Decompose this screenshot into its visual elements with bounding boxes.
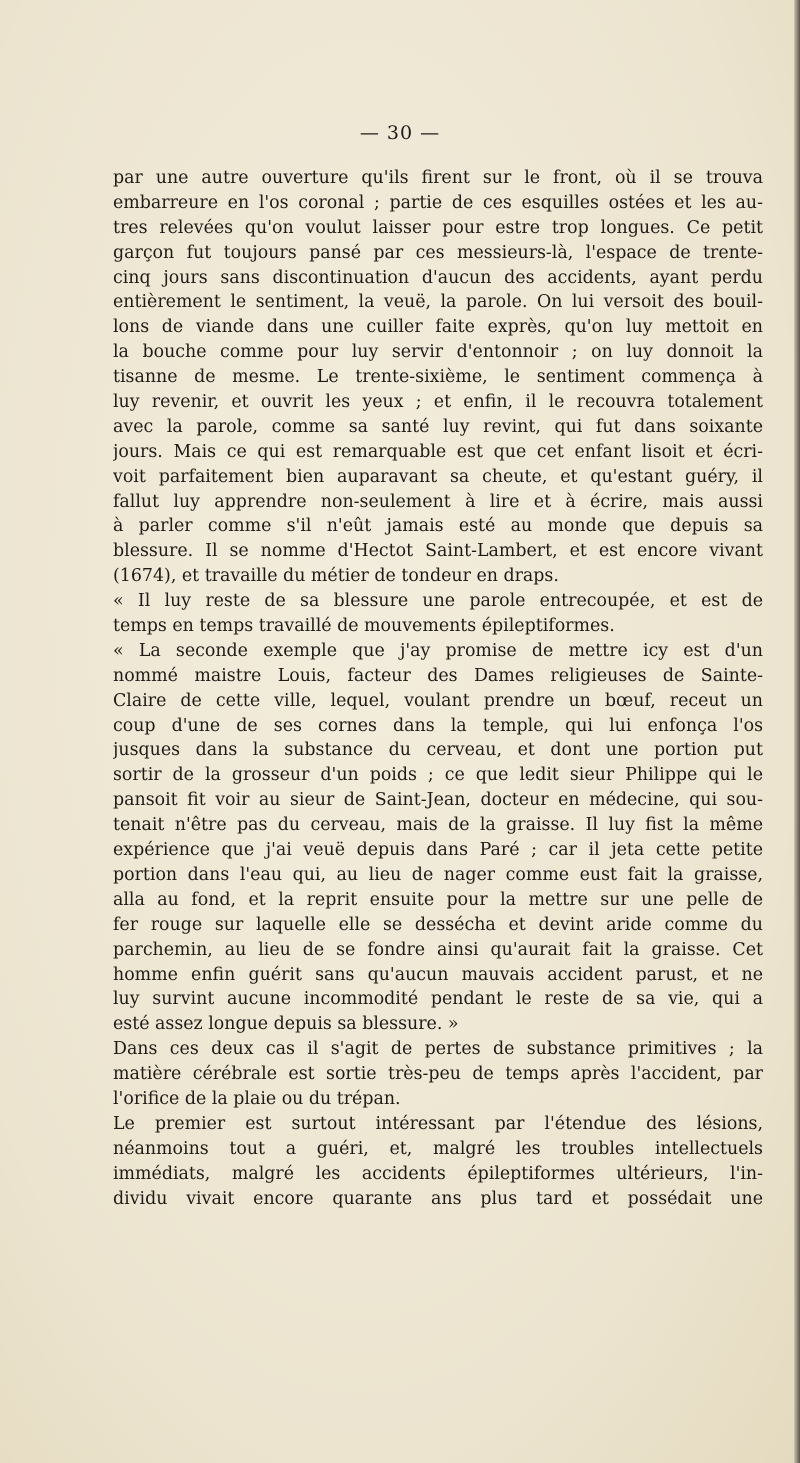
page-edge-shadow [794, 0, 800, 1463]
text-line: coup d'une de ses cornes dans la temple, qui lui enfonça l'os [113, 715, 763, 736]
text-block [113, 166, 763, 1211]
text-line: portion dans l'eau qui, au lieu de nager comme eust fait la graisse, [113, 864, 763, 885]
text-line: homme enfin guérit sans qu'aucun mauvais accident parust, et ne [113, 964, 763, 985]
text-line: dividu vivait encore quarante ans plus tard et possédait une [113, 1188, 763, 1209]
text-line: voit parfaitement bien auparavant sa cheute, et qu'estant guéry, il [113, 466, 763, 487]
text-line: « Il luy reste de sa blessure une parole entrecoupée, et est de [113, 591, 763, 612]
text-line: lons de viande dans une cuiller faite exprès, qu'on luy mettoit en [113, 317, 763, 338]
text-line: jours. Mais ce qui est remarquable est que cet enfant lisoit et écri- [113, 441, 763, 462]
text-line: expérience que j'ai veuë depuis dans Paré ; car il jeta cette petite [113, 840, 763, 861]
text-line: luy revenir, et ouvrit les yeux ; et enfin, il le recouvra totalement [113, 392, 763, 413]
text-line: immédiats, malgré les accidents épileptiformes ultérieurs, l'in- [113, 1163, 763, 1184]
text-line: garçon fut toujours pansé par ces messieurs-là, l'espace de trente- [113, 242, 763, 263]
text-line: alla au fond, et la reprit ensuite pour la mettre sur une pelle de [113, 889, 763, 910]
text-line: Dans ces deux cas il s'agit de pertes de substance primitives ; la [113, 1039, 763, 1060]
text-line: l'orifice de la plaie ou du trépan. [113, 1088, 401, 1109]
text-line: jusques dans la substance du cerveau, et dont une portion put [113, 740, 763, 761]
text-line: (1674), et travaille du métier de tondeur en draps. [113, 566, 559, 587]
text-line: Claire de cette ville, lequel, voulant prendre un bœuf, receut un [113, 690, 763, 711]
text-line: matière cérébrale est sortie très-peu de temps après l'accident, par [113, 1064, 763, 1085]
text-line: cinq jours sans discontinuation d'aucun des accidents, ayant perdu [113, 267, 763, 288]
text-line: sortir de la grosseur d'un poids ; ce que ledit sieur Philippe qui le [113, 765, 763, 786]
text-line: pansoit fit voir au sieur de Saint-Jean, docteur en médecine, qui sou- [113, 790, 763, 811]
text-line: néanmoins tout a guéri, et, malgré les troubles intellectuels [113, 1138, 763, 1159]
text-line: embarreure en l'os coronal ; partie de ces esquilles ostées et les au- [113, 192, 763, 213]
text-line: à parler comme s'il n'eût jamais esté au monde que depuis sa [113, 516, 763, 537]
text-line: luy survint aucune incommodité pendant le reste de sa vie, qui a [113, 989, 763, 1010]
text-line: temps en temps travaillé de mouvements épileptiformes. [113, 616, 615, 637]
text-line: tres relevées qu'on voulut laisser pour estre trop longues. Ce petit [113, 217, 763, 238]
text-line: fer rouge sur laquelle elle se dessécha et devint aride comme du [113, 914, 763, 935]
text-line: parchemin, au lieu de se fondre ainsi qu'aurait fait la graisse. Cet [113, 939, 763, 960]
text-line: Le premier est surtout intéressant par l'étendue des lésions, [113, 1113, 763, 1134]
text-line: nommé maistre Louis, facteur des Dames religieuses de Sainte- [113, 665, 763, 686]
text-line: esté assez longue depuis sa blessure. » [113, 1014, 459, 1035]
text-line: tisanne de mesme. Le trente-sixième, le sentiment commença à [113, 367, 763, 388]
text-line: avec la parole, comme sa santé luy revint, qui fut dans soixante [113, 416, 763, 437]
text-line: par une autre ouverture qu'ils firent sur le front, où il se trouva [113, 168, 763, 188]
text-line: la bouche comme pour luy servir d'entonnoir ; on luy donnoit la [113, 342, 763, 363]
text-line: « La seconde exemple que j'ay promise de mettre icy est d'un [113, 640, 763, 661]
text-line: tenait n'être pas du cerveau, mais de la graisse. Il luy fist la même [113, 815, 763, 836]
text-line: entièrement le sentiment, la veuë, la parole. On lui versoit des bouil- [113, 292, 763, 313]
text-line: fallut luy apprendre non-seulement à lire et à écrire, mais aussi [113, 491, 763, 512]
text-line: blessure. Il se nomme d'Hectot Saint-Lambert, et est encore vivant [113, 541, 763, 562]
page-number: — 30 — [359, 122, 441, 144]
